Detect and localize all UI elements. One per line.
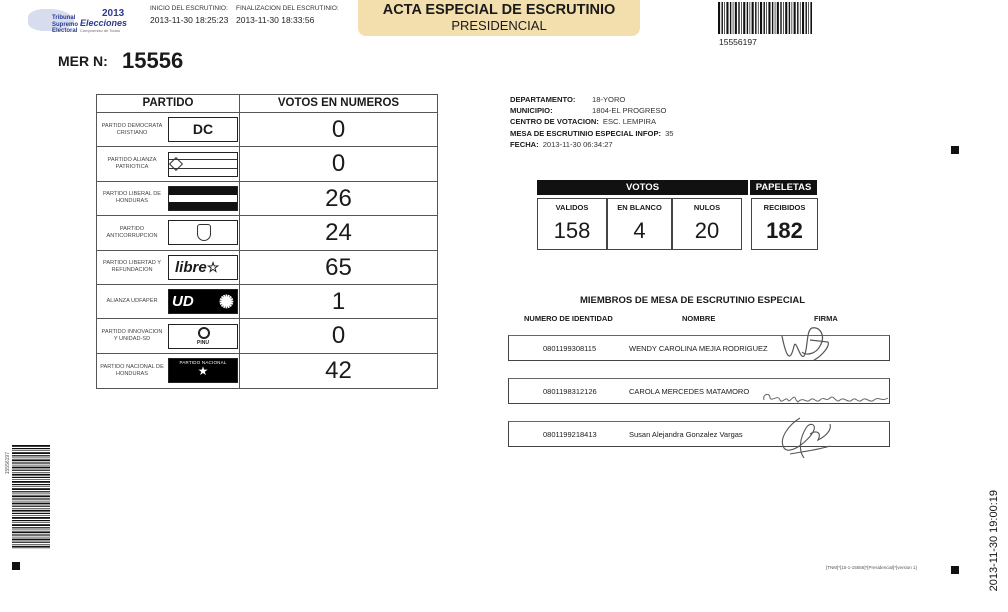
party-votes: 65 [325,253,352,281]
member-id: 0801199218413 [543,430,597,439]
alianza-patriotica-flag-icon [168,152,238,177]
tse-elecciones-logo [18,5,136,35]
centro-label: CENTRO DE VOTACION: [510,117,599,127]
departamento-label: DEPARTAMENTO: [510,95,576,104]
star-icon: ☆ [206,258,220,275]
pinu-logo [168,324,238,349]
signature-1 [776,316,836,372]
party-row [97,285,437,319]
party-logo-cell [167,319,240,352]
party-row [97,319,437,353]
col-firma: FIRMA [814,314,838,323]
party-name: ALIANZA UDFAPER [106,298,158,305]
fecha-row [510,139,674,150]
party-logo-cell [167,147,240,180]
signature-2 [760,386,892,408]
validos-cell [537,198,607,250]
libre-logo [168,255,238,280]
libre-logo-text: libre [175,258,207,276]
party-votes: 0 [331,116,346,143]
footer-code: [TNM]*[15-1-15556]*[Presidencial]*[version 1] [826,565,917,570]
nacional-flag-icon [168,358,238,383]
pinu-emblem-icon [198,327,210,339]
left-barcode [12,445,50,549]
title-line-1: ACTA ESPECIAL DE ESCRUTINIO [382,2,616,18]
blanco-label: EN BLANCO [617,203,662,212]
liberal-flag-icon [168,186,238,211]
party-name: PARTIDO ANTICORRUPCION [106,225,158,239]
col-identidad: NUMERO DE IDENTIDAD [524,314,613,323]
mesa-value: 35 [665,128,674,138]
logo-text-line: Electoral [52,28,78,34]
validos-label: VALIDOS [555,203,589,212]
validos-value: 158 [553,218,591,243]
star-icon: ★ [197,364,209,379]
pinu-logo-text: PINU [197,339,209,346]
side-timestamp: 2013-11-30 19:00:19 [988,490,1000,592]
member-name: Susan Alejandra Gonzalez Vargas [629,430,743,439]
document-title [358,0,640,36]
departamento-row [510,94,674,105]
mer-number: 15556 [122,48,184,73]
party-logo-cell [167,251,240,284]
blanco-cell [607,198,672,250]
col-votes: VOTOS EN NUMEROS [277,97,400,109]
votos-header: VOTOS [537,180,748,195]
party-logo-cell [167,113,240,146]
party-row [97,354,437,388]
members-title: MIEMBROS DE MESA DE ESCRUTINIO ESPECIAL [580,295,806,306]
party-row [97,113,437,147]
party-votes: 24 [325,219,352,247]
party-name: PARTIDO LIBERTAD Y REFUNDACION [103,260,161,274]
registration-mark [951,566,959,574]
logo-elecciones: Elecciones [80,18,128,28]
logo-year: 2013 [102,8,125,19]
centro-row [510,116,674,127]
municipio-row [510,105,674,116]
member-id: 0801199308115 [543,344,597,353]
ud-logo-text: UD [172,293,194,311]
registration-mark [951,146,959,154]
party-name: PARTIDO NACIONAL DE HONDURAS [100,363,164,377]
barcode-number: 15556197 [719,37,757,47]
member-name: WENDY CAROLINA MEJIA RODRIGUEZ [629,344,768,353]
nulos-value: 20 [694,218,720,243]
member-id: 0801198312126 [543,387,597,396]
nacional-logo-text: PARTIDO NACIONAL [179,360,227,366]
recibidos-label: RECIBIDOS [763,203,806,212]
title-line-2: PRESIDENCIAL [451,18,547,33]
member-name: CAROLA MERCEDES MATAMORO [629,387,750,396]
logo-left-text [52,15,78,35]
party-votes: 0 [331,150,346,178]
mer-label: MER N: [58,53,108,69]
logo-text-line: Tribunal [52,15,76,21]
fecha-value: 2013-11-30 06:34:27 [542,139,613,149]
ud-logo [168,289,238,314]
municipio-value: 1804-EL PROGRESO [592,106,667,116]
party-row [97,147,437,181]
recibidos-value: 182 [766,218,803,243]
party-name: PARTIDO LIBERAL DE HONDURAS [102,191,162,205]
fin-value: 2013-11-30 18:33:56 [236,15,315,25]
nulos-cell [672,198,742,250]
signature-3 [770,410,842,464]
party-logo-cell [167,216,240,249]
party-row [97,216,437,250]
party-votes: 42 [325,356,352,384]
blanco-value: 4 [633,218,646,243]
party-logo-cell [167,285,240,318]
party-name: PARTIDO ALIANZA PATRIOTICA [107,157,157,171]
logo-text-line: Supremo [52,21,79,28]
mesa-row [510,128,674,139]
inicio-label: INICIO DEL ESCRUTINIO: [150,5,228,12]
party-votes: 26 [325,184,352,212]
logo-subtitle: Compromiso de Todos [80,28,120,33]
nulos-label: NULOS [693,203,721,212]
municipio-label: MUNICIPIO: [510,106,553,116]
party-votes: 1 [331,287,346,315]
fecha-label: FECHA: [510,139,539,149]
party-logo-cell [167,182,240,215]
fin-label: FINALIZACION DEL ESCRUTINIO: [236,5,339,12]
inicio-value: 2013-11-30 18:25:23 [150,15,229,25]
party-row [97,251,437,285]
location-info [510,94,674,150]
sun-icon: ✺ [218,292,234,313]
party-row [97,182,437,216]
left-barcode-number: 15556197 [5,452,11,475]
dc-logo: DC [168,117,238,142]
top-barcode [718,2,812,34]
col-nombre: NOMBRE [682,314,716,323]
party-logo-cell [167,354,240,388]
registration-mark [12,562,20,570]
party-name: PARTIDO DEMOCRATA CRISTIANO [101,122,163,136]
centro-value: ESC. LEMPIRA [602,117,657,127]
mesa-label: MESA DE ESCRUTINIO ESPECIAL INFOP: [510,128,662,138]
departamento-value: 18-YORO [592,95,626,104]
anticorrupcion-emblem-icon [168,220,238,245]
party-table-header [97,95,437,113]
party-votes-table [96,94,438,389]
col-party: PARTIDO [97,95,240,112]
party-votes: 0 [331,322,346,350]
papeletas-header: PAPELETAS [750,180,817,195]
party-name: PARTIDO INNOVACION Y UNIDAD-SD [101,329,163,343]
recibidos-cell [751,198,818,250]
